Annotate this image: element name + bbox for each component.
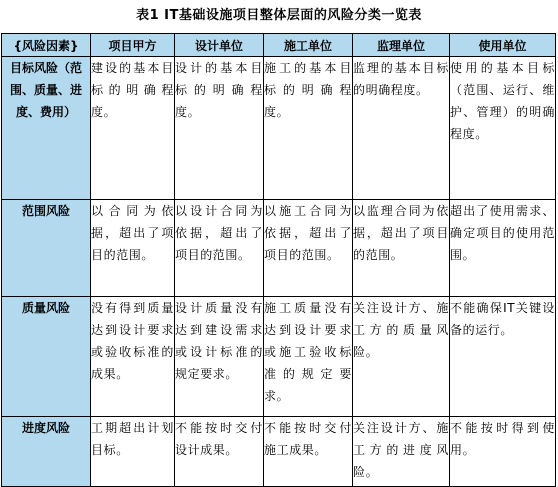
- table-cell: 使用的基本目标（范围、运行、维护、管理）的明确程度。: [450, 57, 556, 200]
- table-cell: 关注设计方、施工方的质量风险。: [353, 297, 450, 417]
- header-cell-user: 使用单位: [450, 34, 556, 57]
- table-cell: 设计质量没有达到建设需求或设计标准的规定要求。: [175, 297, 264, 417]
- table-cell: 不能按时得到使用。: [450, 417, 556, 487]
- header-cell-owner: 项目甲方: [91, 34, 175, 57]
- row-label: 目标风险（范围、质量、进度、费用）: [2, 57, 91, 200]
- table-row: [2, 417, 556, 487]
- row-label: 范围风险: [2, 200, 91, 297]
- table-cell: 设计的基本目标的明确程度。: [175, 57, 264, 200]
- table-cell: 不能确保IT关键设备的运行。: [450, 297, 556, 417]
- risk-table: [1, 33, 556, 487]
- table-row: [2, 297, 556, 417]
- header-cell-risk-factor: {风险因素}: [2, 34, 91, 57]
- table-cell: 以合同为依据，超出了项目的范围。: [91, 200, 175, 297]
- table-row: [2, 57, 556, 200]
- table-cell: 以施工合同为依据，超出了项目的范围。: [264, 200, 353, 297]
- header-cell-contractor: 施工单位: [264, 34, 353, 57]
- table-title: 表1 IT基础设施项目整体层面的风险分类一览表: [136, 8, 422, 23]
- table-cell: 工期超出计划目标。: [91, 417, 175, 487]
- table-cell: 以设计合同为依据，超出了项目的范围。: [175, 200, 264, 297]
- table-cell: 不能按时交付施工成果。: [264, 417, 353, 487]
- row-label: 进度风险: [2, 417, 91, 487]
- table-cell: 监理的基本目标的明确程度。: [353, 57, 450, 200]
- table-cell: 超出了使用需求、确定项目的使用范围。: [450, 200, 556, 297]
- table-cell: 没有得到质量达到设计要求或验收标准的成果。: [91, 297, 175, 417]
- header-cell-supervisor: 监理单位: [353, 34, 450, 57]
- table-cell: 不能按时交付设计成果。: [175, 417, 264, 487]
- table-cell: 建设的基本目标的明确程度。: [91, 57, 175, 200]
- table-row: [2, 200, 556, 297]
- table-cell: 施工质量没有达到设计要求或施工验收标准的规定要求。: [264, 297, 353, 417]
- table-cell: 施工的基本目标的明确程度。: [264, 57, 353, 200]
- header-cell-designer: 设计单位: [175, 34, 264, 57]
- table-cell: 以监理合同为依据，超出了项目的范围。: [353, 200, 450, 297]
- table-cell: 关注设计方、施工方的进度风险。: [353, 417, 450, 487]
- header-row: [2, 34, 556, 57]
- row-label: 质量风险: [2, 297, 91, 417]
